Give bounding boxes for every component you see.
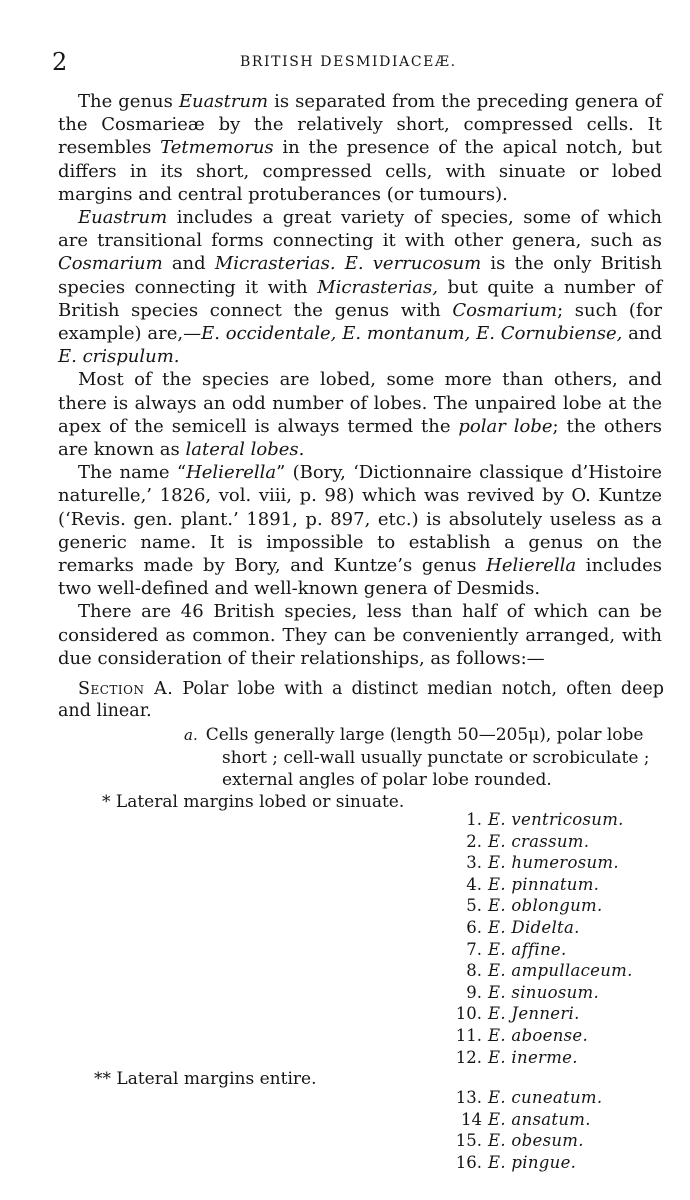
page-number: 2: [52, 48, 68, 76]
species-number: 10.: [455, 1004, 482, 1024]
species-name: E. pinnatum.: [488, 874, 600, 894]
species-name: E. crassum.: [488, 831, 590, 851]
italic-text: Helierella: [486, 555, 577, 577]
italic-text: Micrasterias.: [214, 253, 336, 275]
text-run: and: [162, 253, 215, 275]
species-item: [448, 875, 633, 897]
species-item: [448, 896, 633, 918]
text-run: ” (Bory, ‘Dictionnaire classique d’Histoire naturelle,’ 1826, vol. viii, p. 98) which was revived by O. Kuntze (‘Revis. gen. plant.’ 1891, p. 897, etc.) is absolutely useless as a generic name. It is impossible to establish a genus on the remarks made by Bory, and Kuntze’s genus: [58, 462, 662, 577]
species-name: E. pingue.: [488, 1152, 577, 1172]
species-number: 11.: [455, 1025, 482, 1045]
text-run: There are 46 British species, less than half of which can be considered as common. They can be conveniently arranged, with due consideration of their relationships, as follows:—: [58, 601, 662, 669]
species-name: E. Jenneri.: [488, 1004, 580, 1024]
italic-text: E. crispulum.: [58, 346, 180, 368]
species-name: E. aboense.: [488, 1025, 589, 1045]
species-number: 12.: [455, 1047, 482, 1067]
species-number: 3.: [466, 853, 482, 873]
species-item: [448, 1110, 602, 1132]
species-name: E. inerme.: [488, 1047, 578, 1067]
italic-text: Micrasterias,: [317, 276, 438, 298]
paragraph: [58, 461, 662, 600]
section-description: Polar lobe with a distinct median notch, often deep and linear.: [58, 679, 664, 721]
species-name: E. humerosum.: [488, 853, 619, 873]
species-item: [448, 940, 633, 962]
section-label: Section A.: [78, 679, 174, 699]
species-item: [448, 1153, 602, 1175]
italic-text: E. verrucosum: [344, 253, 482, 275]
subsection-marker: a.: [184, 726, 198, 744]
species-item: [448, 1088, 602, 1110]
species-item: [448, 810, 633, 832]
species-item: [448, 1026, 633, 1048]
text-run: [336, 253, 345, 274]
italic-text: polar lobe: [458, 415, 553, 437]
text-run: and: [622, 323, 662, 345]
species-item: [448, 1131, 602, 1153]
text-run: is separated from the preceding genera of the Cosmarieæ by the relatively short, compressed cells. It resembles: [58, 91, 662, 159]
paragraph: [58, 600, 662, 670]
text-run: The name “: [78, 462, 187, 484]
paragraph: [58, 90, 662, 206]
subsection-line: Cells generally large (length 50—205μ), polar lobe: [205, 725, 644, 745]
species-number: 2.: [466, 831, 482, 851]
species-name: E. cuneatum.: [488, 1088, 603, 1107]
species-number: 16.: [455, 1152, 482, 1172]
species-item: [448, 1048, 633, 1070]
species-name: E. ventricosum.: [488, 810, 624, 829]
species-item: [448, 853, 633, 875]
species-name: E. obesum.: [488, 1131, 584, 1151]
species-name: E. oblongum.: [488, 896, 603, 916]
species-number: 5.: [466, 896, 482, 916]
species-item: [448, 1004, 633, 1026]
species-list: [448, 810, 633, 1069]
species-item: [448, 983, 633, 1005]
italic-text: E. occidentale, E. montanum, E. Cornubiense,: [201, 323, 623, 345]
body-text: [58, 90, 662, 670]
paragraph: [58, 206, 662, 368]
species-name: E. ansatum.: [488, 1109, 591, 1129]
subsection-line: external angles of polar lobe rounded.: [222, 770, 552, 790]
text-run: in the presence of the apical notch, but differs in its short, compressed cells, with sinuate or lobed margins and central protuberances (or tumours).: [58, 137, 663, 205]
species-number: 9.: [466, 982, 482, 1002]
species-item: [448, 918, 633, 940]
species-name: E. ampullaceum.: [488, 961, 633, 981]
subsection-description: [184, 724, 660, 792]
italic-text: lateral lobes.: [185, 439, 305, 461]
italic-text: Tetmemorus: [160, 137, 274, 159]
text-run: is the only British species connecting it with: [58, 253, 663, 298]
species-number: 8.: [466, 961, 482, 981]
group-heading: * Lateral margins lobed or sinuate.: [102, 792, 405, 812]
italic-text: Cosmarium: [58, 253, 163, 275]
italic-text: Euastrum: [178, 91, 269, 112]
text-run: The genus: [78, 91, 179, 112]
group-heading: ** Lateral margins entire.: [94, 1069, 317, 1089]
text-run: but quite a number of British species connect the genus with: [58, 276, 662, 321]
species-number: 6.: [466, 917, 482, 937]
species-item: [448, 832, 633, 854]
running-title: BRITISH DESMIDIACEÆ.: [240, 54, 457, 70]
section-heading: [58, 678, 664, 722]
subsection-line: short ; cell-wall usually punctate or scrobiculate ;: [222, 747, 650, 768]
species-number: 4.: [466, 874, 482, 894]
species-list: [448, 1088, 602, 1174]
italic-text: Euastrum: [78, 207, 168, 229]
species-number: 7.: [466, 939, 482, 959]
species-number: 14: [461, 1109, 482, 1129]
species-number: 1.: [466, 810, 482, 829]
italic-text: Helierella: [186, 462, 277, 484]
text-run: ; the others are known as: [58, 415, 662, 461]
species-name: E. sinuosum.: [488, 982, 600, 1002]
text-run: includes two well-defined and well-known genera of Desmids.: [58, 555, 663, 600]
species-number: 13.: [455, 1088, 482, 1107]
italic-text: Cosmarium: [452, 299, 558, 321]
text-run: ; such (for example) are,—: [58, 299, 663, 345]
paragraph: [58, 368, 662, 461]
text-run: includes a great variety of species, some of which are transitional forms connecting it with other genera, such as: [58, 207, 662, 252]
species-item: [448, 961, 633, 983]
species-name: E. Didelta.: [488, 917, 580, 937]
species-number: 15.: [455, 1131, 482, 1151]
text-run: Most of the species are lobed, some more than others, and there is always an odd number of lobes. The unpaired lobe at the apex of the semicell is always termed the: [58, 369, 662, 437]
species-name: E. affine.: [488, 939, 567, 959]
